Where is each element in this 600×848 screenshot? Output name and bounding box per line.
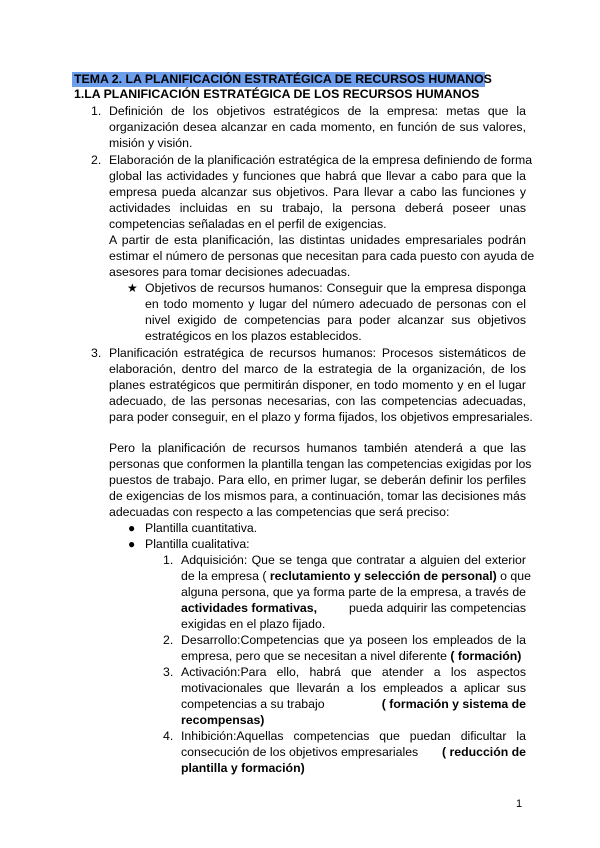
item2-line: empresa pueda alcanzar sus objetivos. Para llevar a cabo las funciones y (109, 185, 526, 199)
sub1-line-mixed (181, 569, 531, 584)
sub4-bold-text: ( reducción de (441, 745, 526, 759)
bullet-icon: ● (128, 521, 136, 535)
item3-line: adecuado, de las personas necesarias, con las competencias adecuadas, (109, 394, 526, 408)
list-number: 3. (163, 665, 174, 679)
item1-line: Definición de los objetivos estratégicos de la empresa: metas que la (109, 104, 526, 118)
paragraph-line: de exigencias de los mismos para, a continuación, tomar las decisiones más (109, 489, 526, 503)
sub1-bold-text: reclutamiento y selección de personal) (266, 569, 497, 583)
sub1-text: pueda adquirir las competencias (348, 601, 526, 615)
sub3-line: Activación:Para ello, habrá que atender a los aspectos (181, 665, 526, 679)
item2-line: global las actividades y funciones que habrá que llevar a cabo para que la (109, 169, 526, 183)
item3-line: elaboración, dentro del marco de la estrategia de la organización, de los (109, 362, 526, 376)
sub1-line: exigidas en el plazo fijado. (181, 617, 326, 631)
sub1-line: alguna persona, que ya forma parte de la empresa, a través de (181, 585, 526, 599)
item3-line: Planificación estratégica de recursos humanos: Procesos sistemáticos de (109, 346, 526, 360)
item2-line: actividades incluidas en su trabajo, la persona deberá poseer unas (109, 201, 526, 215)
list-number: 1. (163, 553, 174, 567)
list-number: 2. (91, 153, 102, 167)
sub3-line-mixed (181, 697, 526, 712)
sub1-text: de la empresa ( (181, 569, 267, 583)
paragraph-line: puestos de trabajo. Para ello, en primer lugar, se deberán definir los perfiles (109, 473, 526, 487)
list-number: 3. (91, 346, 102, 360)
sub4-bold-line: plantilla y formación) (181, 761, 305, 775)
sub2-line-mixed (181, 649, 521, 664)
item3-line: planes estratégicos que permitirán disponer, en todo momento y en el lugar (109, 378, 526, 392)
bullet-item: Plantilla cualitativa: (145, 537, 250, 551)
sub2-text: empresa, pero que se necesitan a nivel diferente (181, 649, 447, 663)
sub1-line-mixed (181, 601, 526, 616)
sub3-bold-line: recompensas) (181, 713, 265, 727)
star-item-line: nivel exigido de competencias para poder alcanzar sus objetivos (145, 313, 526, 327)
star-item-line: en todo momento y lugar del número adecuado de personas con el (145, 297, 526, 311)
sub1-text: o que (496, 569, 531, 583)
sub2-bold-text: ( formación) (446, 649, 522, 663)
item2-paragraph-line: estimar el número de personas que necesitan para cada puesto con ayuda de (109, 249, 535, 263)
star-item-line: Objetivos de recursos humanos: Conseguir que la empresa disponga (145, 281, 526, 295)
sub4-line-mixed (181, 745, 526, 760)
bullet-item: Plantilla cuantitativa. (145, 521, 258, 535)
sub1-line: Adquisición: Que se tenga que contratar a alguien del exterior (181, 553, 526, 567)
list-number: 4. (163, 729, 174, 743)
sub4-text: consecución de los objetivos empresariales (181, 745, 419, 759)
document-title: TEMA 2. LA PLANIFICACIÓN ESTRATÉGICA DE RECURSOS HUMANOS (74, 72, 492, 86)
item2-line: Elaboración de la planificación estratégica de la empresa definiendo de forma (109, 153, 533, 167)
paragraph-line: adecuadas con respecto a las competencias que será preciso: (109, 505, 450, 519)
star-icon: ★ (127, 281, 138, 295)
item2-paragraph-line: asesores para tomar decisiones adecuadas. (109, 265, 351, 279)
paragraph-line: Pero la planificación de recursos humanos también atenderá a que las (109, 441, 526, 455)
item2-line: competencias señaladas en el perfil de exigencias. (109, 217, 387, 231)
paragraph-line: personas que conformen la plantilla tengan las competencias exigidas por los (109, 457, 532, 471)
page-number: 1 (516, 798, 523, 810)
bullet-icon: ● (128, 537, 136, 551)
sub3-line: motivacionales que llevarán a los empleados a aplicar sus (181, 681, 526, 695)
star-item-line: estratégicos en los plazos establecidos. (145, 329, 362, 343)
list-number: 2. (163, 633, 174, 647)
item1-line: organización desea alcanzar en cada momento, en función de sus valores, (109, 120, 526, 134)
sub4-line: Inhibición:Aquellas competencias que puedan dificultar la (181, 729, 526, 743)
sub2-line: Desarrollo:Competencias que ya poseen los empleados de la (181, 633, 526, 647)
sub3-bold-text: ( formación y sistema de (381, 697, 526, 711)
item3-line: para poder conseguir, en el plazo y forma fijados, los objetivos empresariales. (109, 410, 533, 424)
list-number: 1. (91, 104, 102, 118)
sub3-text: competencias a su trabajo (181, 697, 325, 711)
section-heading: 1.LA PLANIFICACIÓN ESTRATÉGICA DE LOS RECURSOS HUMANOS (74, 87, 480, 101)
sub1-bold-text: actividades formativas, (181, 601, 318, 615)
item1-line: misión y visión. (109, 136, 193, 150)
item2-paragraph-line: A partir de esta planificación, las distintas unidades empresariales podrán (109, 233, 526, 247)
